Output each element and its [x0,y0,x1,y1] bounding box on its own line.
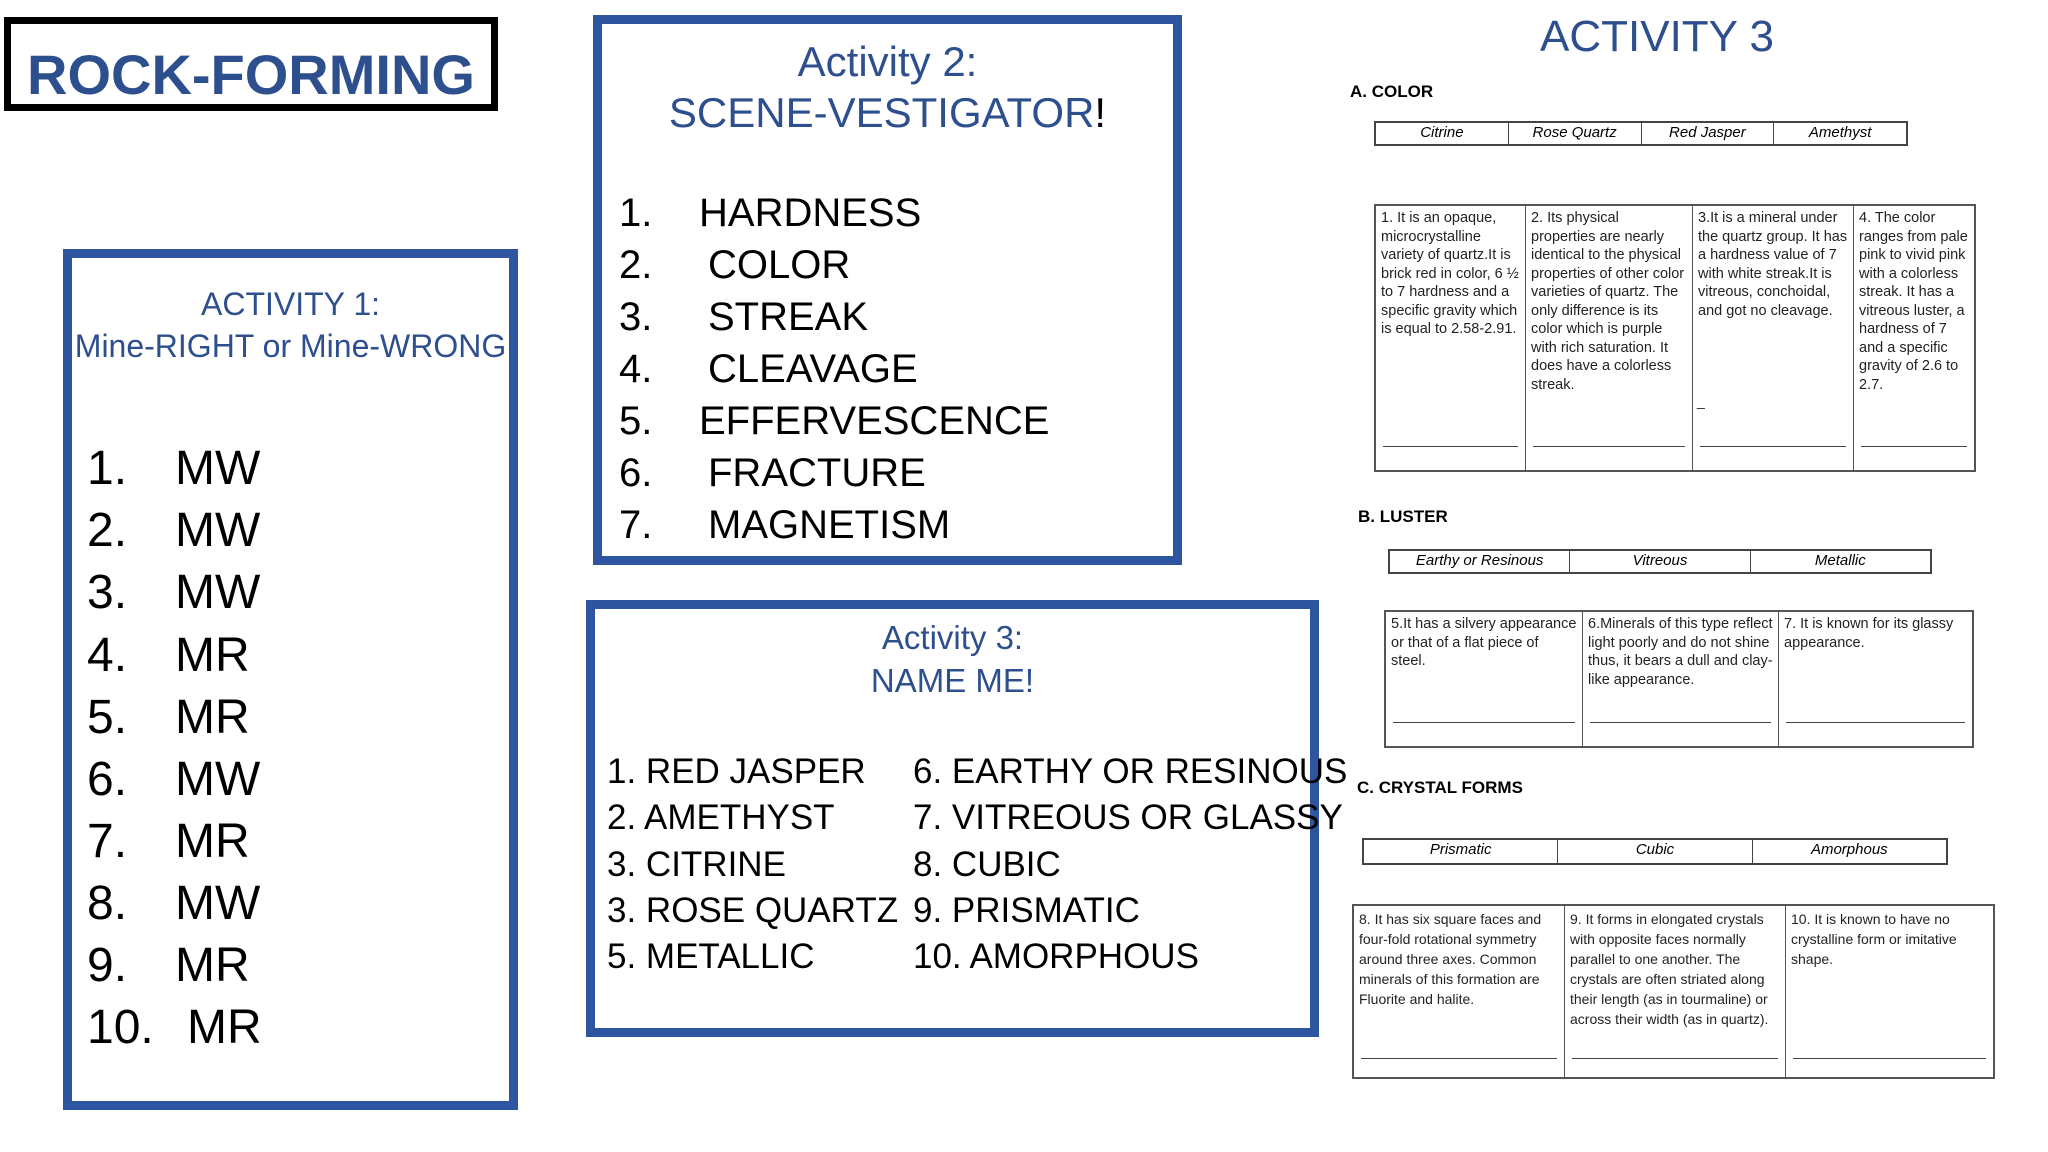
activity1-answer: MW [175,877,261,930]
activity1-heading-line2: Mine-RIGHT or Mine-WRONG [74,327,507,364]
activity2-box [593,15,1182,565]
activity1-answer: MR [175,629,250,682]
activity1-heading-line1: ACTIVITY 1: [200,286,380,322]
answer-blank [1533,446,1685,447]
section-a-label: A. COLOR [1350,82,1434,101]
activity2-item: 6. FRACTURE [619,451,926,495]
activity2-item: 5. EFFERVESCENCE [619,399,1050,443]
activity3-item: 9. PRISMATIC [913,891,1140,930]
activity1-item: 5. MR [87,691,250,744]
section-a-descriptions [1374,204,1976,472]
activity2-heading-line2: SCENE-VESTIGATOR! [668,89,1107,137]
answer-blank [1393,722,1575,723]
activity1-item: 1. MW [87,442,261,495]
activity1-answer: MW [175,442,261,495]
description-cell: 1. It is an opaque, microcrystalline variety of quartz.It is brick red in color, 6 ½ to 7 hardness and a specific gravity which is equal to 2.58-2.91. [1376,206,1525,470]
section-b-choices [1388,549,1932,574]
activity1-item: 4. MR [87,629,250,682]
activity2-heading [602,36,1173,138]
description-cell: 8. It has six square faces and four-fold rotational symmetry around three axes. Common minerals of this formation are Fluorite and halite. [1354,906,1564,1077]
section-c-label: C. CRYSTAL FORMS [1357,778,1523,797]
choice-cell: Cubic [1557,840,1751,863]
activity3-item: 3. CITRINE [607,845,786,884]
activity1-answer: MR [175,691,250,744]
choice-cell: Rose Quartz [1508,123,1641,144]
description-cell: 5.It has a silvery appearance or that of a flat piece of steel. [1386,612,1582,746]
activity3-box [586,600,1348,1037]
section-b-label: B. LUSTER [1358,507,1448,526]
activity1-answer: MR [175,815,250,868]
activity1-answer: MW [175,753,261,806]
activity3-heading-line1: Activity 3: [881,619,1024,656]
activity2-item: 1. HARDNESS [619,191,922,235]
answer-blank [1383,446,1518,447]
section-c-choices [1362,838,1948,865]
activity1-item: 7. MR [87,815,250,868]
activity3-item: 6. EARTHY OR RESINOUS [913,752,1348,791]
activity3-item: 7. VITREOUS OR GLASSY [913,798,1343,837]
choice-cell: Amethyst [1773,123,1906,144]
answer-blank [1572,1058,1778,1059]
activity2-item: 2. COLOR [619,243,851,287]
activity3-heading [595,617,1310,703]
description-cell: 3.It is a mineral under the quartz group. It has a hardness value of 7 with white streak.It is vitreous, conchoidal, and got no cleavage. _ [1692,206,1853,470]
answer-blank [1361,1058,1557,1059]
answer-blank [1590,722,1771,723]
activity1-item: 8. MW [87,877,261,930]
choice-cell: Earthy or Resinous [1415,552,1544,569]
description-cell: 4. The color ranges from pale pink to vivid pink with a colorless streak. It has a vitreous luster, a hardness of 7 and a specific gravity of 2.6 to 2.7. [1853,206,1974,470]
answer-blank [1793,1058,1986,1059]
activity1-box [63,249,518,1110]
activity1-answer: MW [175,504,261,557]
activity1-item: 2. MW [87,504,261,557]
dash-mark: _ [1697,393,1705,409]
description-cell: 6.Minerals of this type reflect light poorly and do not shine thus, it bears a dull and clay-like appearance. [1582,612,1778,746]
section-b-descriptions [1384,610,1974,748]
description-cell: 2. Its physical properties are nearly identical to the physical properties of other color varieties of quartz. The only difference is its color which is purple with rich saturation. It does have a colorless streak. [1525,206,1692,470]
title-box [4,17,498,111]
answer-blank [1861,446,1967,447]
choice-cell: Amorphous [1752,840,1946,863]
activity2-item: 4. CLEAVAGE [619,347,918,391]
activity3-item: 8. CUBIC [913,845,1061,884]
activity3-item: 3. ROSE QUARTZ [607,891,899,930]
answer-blank [1786,722,1965,723]
activity3-heading-line2: NAME ME! [870,661,1035,699]
activity3-item: 5. METALLIC [607,937,815,976]
activity1-item: 10. MR [87,1001,262,1054]
choice-cell: Prismatic [1429,841,1492,858]
activity3-item: 10. AMORPHOUS [913,937,1199,976]
activity1-item: 6. MW [87,753,261,806]
activity1-answer: MR [175,939,250,992]
choice-cell: Metallic [1750,551,1930,572]
activity1-heading [72,284,509,367]
worksheet-title: ACTIVITY 3 [1540,12,1774,61]
activity1-item: 3. MW [87,566,261,619]
description-cell: 10. It is known to have no crystalline form or imitative shape. [1785,906,1993,1077]
choice-cell: Vitreous [1569,551,1749,572]
activity1-answer: MW [175,566,261,619]
description-cell: 9. It forms in elongated crystals with opposite faces normally parallel to one another. The crystals are often striated along their length (as in tourmaline) or across their width (as in quartz). [1564,906,1785,1077]
page-title: ROCK-FORMING [27,43,475,106]
answer-blank [1700,446,1846,447]
section-c-descriptions [1352,904,1995,1079]
activity2-item: 7. MAGNETISM [619,503,951,547]
description-cell: 7. It is known for its glassy appearance. [1778,612,1972,746]
activity1-answer: MR [187,1001,262,1054]
activity3-item: 2. AMETHYST [607,798,835,837]
activity3-item: 1. RED JASPER [607,752,866,791]
section-a-choices [1374,121,1908,146]
activity1-item: 9. MR [87,939,250,992]
activity2-item: 3. STREAK [619,295,869,339]
choice-cell: Red Jasper [1641,123,1774,144]
choice-cell: Citrine [1420,124,1464,141]
activity2-heading-line1: Activity 2: [797,38,978,85]
